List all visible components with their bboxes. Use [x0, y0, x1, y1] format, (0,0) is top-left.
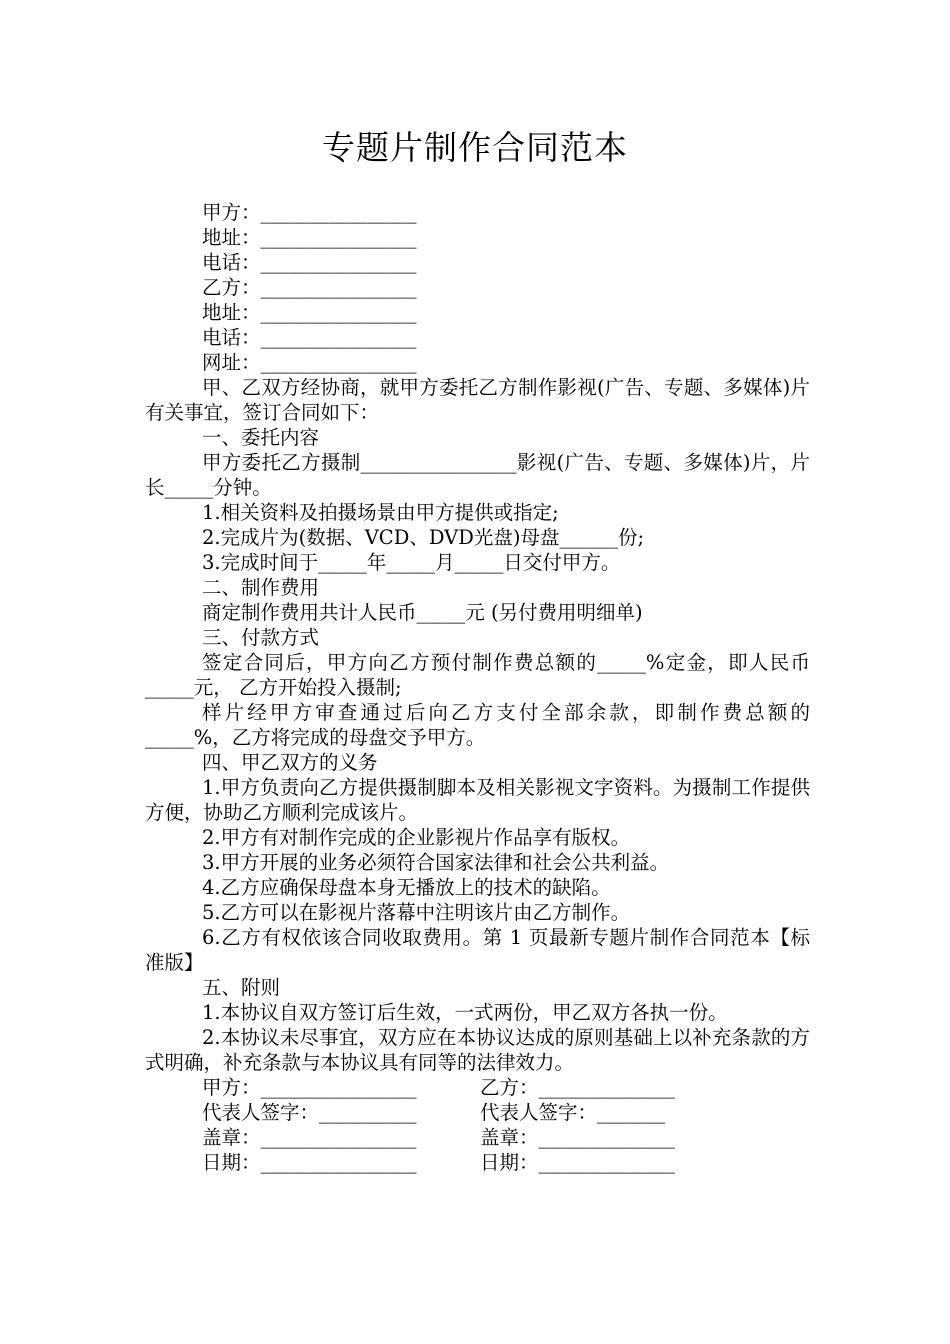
section-3-paragraph-1: 签定合同后，甲方向乙方预付制作费总额的_____%定金，即人民币_____元， 乙方开始投入摄制;	[145, 651, 810, 699]
section-5-item-1: 1.本协议自双方签订后生效，一式两份，甲乙双方各执一份。	[202, 1001, 728, 1024]
party-b-phone-field: 电话：________________	[202, 326, 417, 349]
section-4-item-4: 4.乙方应确保母盘本身无播放上的技术的缺陷。	[202, 876, 611, 899]
signature-row-seal	[145, 1125, 810, 1150]
party-b-address-field: 地址：________________	[202, 301, 417, 324]
party-a-signature-field: 甲方：________________	[202, 1076, 417, 1099]
section-1-item-1: 1.相关资料及拍摄场景由甲方提供或指定;	[202, 501, 559, 524]
party-a-seal-field: 盖章：________________	[202, 1126, 417, 1149]
section-3-heading: 三、付款方式	[202, 626, 320, 649]
party-a-address-field: 地址：________________	[202, 226, 417, 249]
party-b-signature-field: 乙方：______________	[480, 1076, 676, 1099]
section-1-paragraph: 甲方委托乙方摄制________________影视(广告、专题、多媒体)片，片长_____分钟。	[145, 451, 810, 499]
party-b-website-field: 网址：________________	[202, 351, 417, 374]
section-5-item-2: 2.本协议未尽事宜，双方应在本协议达成的原则基础上以补充条款的方式明确，补充条款与本协议具有同等的法律效力。	[145, 1026, 810, 1074]
section-4-heading: 四、甲乙双方的义务	[202, 751, 378, 774]
section-1-item-3: 3.完成时间于_____年_____月_____日交付甲方。	[202, 551, 621, 574]
party-a-date-field: 日期：________________	[202, 1151, 417, 1174]
party-a-field: 甲方：________________	[202, 201, 417, 224]
party-b-field: 乙方：________________	[202, 276, 417, 299]
section-4-item-2: 2.甲方有对制作完成的企业影视片作品享有版权。	[202, 826, 631, 849]
document-body	[145, 200, 810, 1175]
party-b-seal-field: 盖章：______________	[480, 1126, 676, 1149]
section-4-item-3: 3.甲方开展的业务必须符合国家法律和社会公共利益。	[202, 851, 670, 874]
signature-row-party	[145, 1075, 810, 1100]
party-a-representative-field: 代表人签字：__________	[202, 1101, 417, 1124]
section-3-paragraph-2: 样片经甲方审查通过后向乙方支付全部余款，即制作费总额的_____%，乙方将完成的母盘交予甲方。	[145, 701, 810, 749]
party-b-representative-field: 代表人签字：_______	[480, 1101, 666, 1124]
signature-row-date	[145, 1150, 810, 1175]
party-a-phone-field: 电话：________________	[202, 251, 417, 274]
section-4-item-6: 6.乙方有权依该合同收取费用。第 1 页最新专题片制作合同范本【标准版】	[145, 926, 810, 974]
party-b-date-field: 日期：______________	[480, 1151, 676, 1174]
signature-row-representative	[145, 1100, 810, 1125]
section-2-heading: 二、制作费用	[202, 576, 320, 599]
section-1-heading: 一、委托内容	[202, 426, 320, 449]
section-5-heading: 五、附则	[202, 976, 281, 999]
document-title: 专题片制作合同范本	[322, 128, 628, 167]
section-4-item-1: 1.甲方负责向乙方提供摄制脚本及相关影视文字资料。为摄制工作提供方便，协助乙方顺利完成该片。	[145, 776, 810, 824]
section-1-item-2: 2.完成片为(数据、VCD、DVD光盘)母盘______份;	[202, 526, 645, 549]
section-4-item-5: 5.乙方可以在影视片落幕中注明该片由乙方制作。	[202, 901, 631, 924]
intro-paragraph: 甲、乙双方经协商，就甲方委托乙方制作影视(广告、专题、多媒体)片有关事宜，签订合同如下：	[145, 376, 810, 424]
section-2-line: 商定制作费用共计人民币_____元 (另付费用明细单)	[202, 601, 643, 624]
